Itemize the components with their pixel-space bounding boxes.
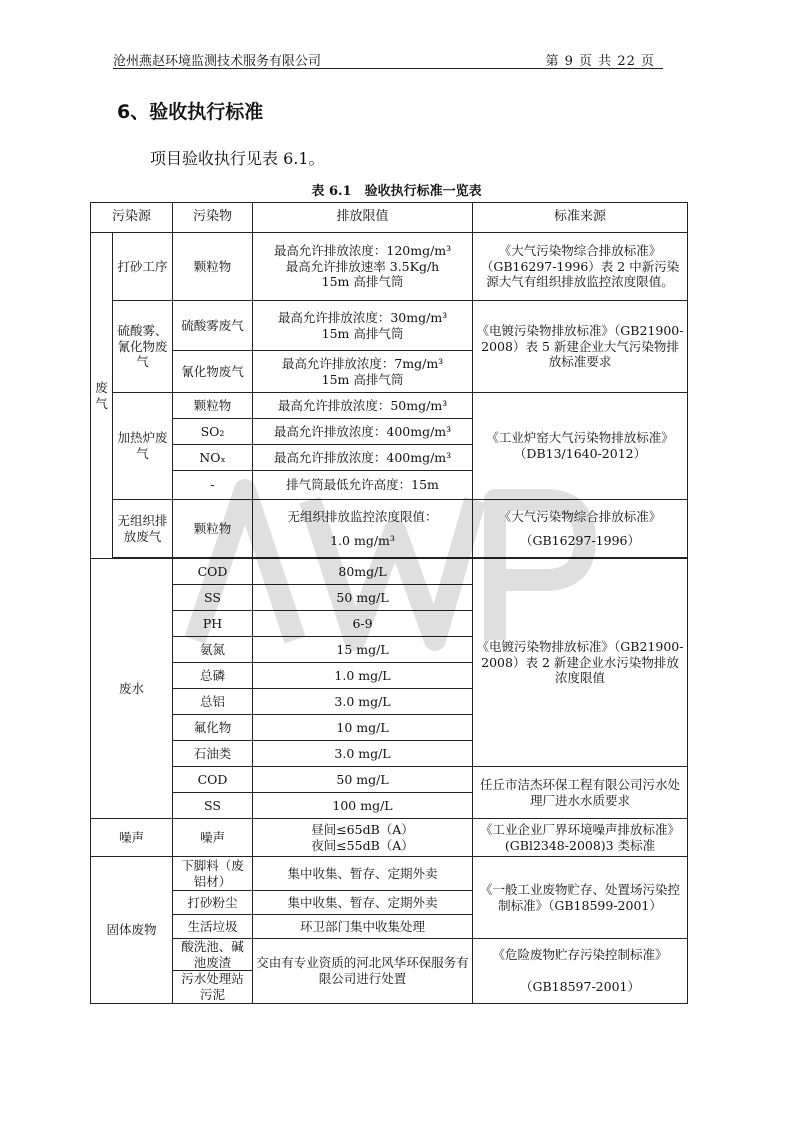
header-standard: 标准来源: [473, 203, 688, 233]
limit-cell: 15 mg/L: [253, 637, 473, 663]
pollutant-cell: COD: [173, 559, 253, 585]
pollutant-cell: 颗粒物: [173, 393, 253, 419]
source-furnace: 加热炉废气: [113, 393, 173, 500]
pollutant-cell: -: [173, 471, 253, 500]
pollutant-cell: 总磷: [173, 663, 253, 689]
standard-cell: [473, 939, 688, 1004]
standard-cell: 任丘市洁杰环保工程有限公司污水处理厂进水水质要求: [473, 767, 688, 819]
page-header: [113, 46, 663, 69]
pollutant-cell: NOₓ: [173, 445, 253, 471]
standard-line: （GB16297-1996）: [520, 532, 640, 548]
pollutant-cell: 酸洗池、碱池废渣: [173, 939, 253, 971]
limit-cell: [253, 819, 473, 857]
limit-cell: [253, 500, 473, 558]
table-row: [91, 393, 688, 419]
limit-cell: [253, 233, 473, 301]
limit-cell: 排气筒最低允许高度：15m: [253, 471, 473, 500]
source-fugitive: 无组织排放废气: [113, 500, 173, 558]
pollutant-cell: 氰化物废气: [173, 351, 253, 393]
limit-line: 15m 高排气筒: [321, 371, 404, 387]
pollutant-cell: 氨氮: [173, 637, 253, 663]
limit-line: 15m 高排气筒: [321, 274, 404, 290]
pollutant-cell: 颗粒物: [173, 233, 253, 301]
limit-cell: 6-9: [253, 611, 473, 637]
limit-cell: 最高允许排放浓度：400mg/m³: [253, 445, 473, 471]
pollutant-cell: 硫酸雾废气: [173, 301, 253, 351]
pollutant-cell: PH: [173, 611, 253, 637]
limit-cell: 50 mg/L: [253, 767, 473, 793]
header-source: 污染源: [91, 203, 173, 233]
source-acid-mist: 硫酸雾、氰化物废气: [113, 301, 173, 393]
limit-cell: 最高允许排放浓度：400mg/m³: [253, 419, 473, 445]
limit-cell: 10 mg/L: [253, 715, 473, 741]
table-row: [91, 559, 688, 585]
standard-cell: [473, 500, 688, 558]
limit-line: 最高允许排放速率 3.5Kg/h: [285, 258, 440, 274]
table-row: [91, 767, 688, 793]
limit-cell: [253, 301, 473, 351]
standard-line: （GB18597-2001）: [520, 978, 640, 994]
standard-cell: 《一般工业废物贮存、处置场污染控制标准》（GB18599-2001）: [473, 857, 688, 939]
header-pollutant: 污染物: [173, 203, 253, 233]
pollutant-cell: 下脚料（废铝材）: [173, 857, 253, 891]
company-name: 沧州燕赵环境监测技术服务有限公司: [113, 54, 322, 69]
pollutant-cell: 污水处理站污泥: [173, 971, 253, 1003]
table-row: [91, 857, 688, 891]
intro-paragraph: 项目验收执行见表 6.1。: [150, 149, 325, 168]
limit-cell: [253, 351, 473, 393]
standard-cell: 《工业企业厂界环境噪声排放标准》(GBl2348-2008)3 类标准: [473, 819, 688, 857]
disposal-cell: 交由有专业资质的河北风华环保服务有限公司进行处置: [253, 939, 473, 1004]
disposal-cell: 集中收集、暂存、定期外卖: [253, 891, 473, 915]
pollutant-cell: 生活垃圾: [173, 915, 253, 939]
pollutant-cell: 氟化物: [173, 715, 253, 741]
pollutant-cell: SS: [173, 585, 253, 611]
limit-cell: 100 mg/L: [253, 793, 473, 819]
limit-line: 最高允许排放浓度：120mg/m³: [273, 243, 452, 259]
limit-line: 1.0 mg/m³: [330, 532, 395, 548]
standard-cell: 《电镀污染物排放标准》（GB21900-2008）表 5 新建企业大气污染物排放标准要求: [473, 301, 688, 393]
limit-cell: 3.0 mg/L: [253, 689, 473, 715]
disposal-cell: 集中收集、暂存、定期外卖: [253, 857, 473, 891]
standard-line: 《大气污染物综合排放标准》: [498, 508, 662, 524]
table-header-row: [91, 203, 688, 233]
limit-cell: 3.0 mg/L: [253, 741, 473, 767]
pollutant-cell: 石油类: [173, 741, 253, 767]
page-number: 第 9 页 共 22 页: [545, 54, 655, 69]
standard-line: 《危险废物贮存污染控制标准》: [492, 947, 668, 963]
table-row: [91, 500, 688, 558]
standard-cell: 《电镀污染物排放标准》（GB21900-2008）表 2 新建企业水污染物排放浓度限值: [473, 559, 688, 767]
pollutant-cell: 噪声: [173, 819, 253, 857]
standard-cell: 《大气污染物综合排放标准》（GB16297-1996）表 2 中新污染源大气有组织排放监控浓度限值。: [473, 233, 688, 301]
standards-table: [90, 202, 688, 1004]
header-limit: 排放限值: [253, 203, 473, 233]
limit-line: 无组织排放监控浓度限值：: [287, 508, 438, 524]
pollutant-cell: SS: [173, 793, 253, 819]
pollutant-cell: 打砂粉尘: [173, 891, 253, 915]
limit-line: 最高允许排放浓度：30mg/m³: [277, 309, 448, 325]
limit-line: 最高允许排放浓度：7mg/m³: [281, 355, 444, 371]
group-waste-water: 废水: [91, 559, 173, 819]
table-row: [91, 301, 688, 351]
limit-line: 夜间≤55dB（A）: [311, 837, 414, 853]
group-solid-waste: 固体废物: [91, 857, 173, 1004]
table-row: [91, 819, 688, 857]
table-row: [91, 233, 688, 301]
limit-cell: 最高允许排放浓度：50mg/m³: [253, 393, 473, 419]
pollutant-cell: COD: [173, 767, 253, 793]
table-caption: 表 6.1 验收执行标准一览表: [311, 184, 482, 199]
pollutant-cell: 颗粒物: [173, 500, 253, 558]
table-row: [91, 939, 688, 971]
limit-cell: 50 mg/L: [253, 585, 473, 611]
pollutant-cell: 总铝: [173, 689, 253, 715]
standard-cell: 《工业炉窑大气污染物排放标准》（DB13/1640-2012）: [473, 393, 688, 500]
source-sanding: 打砂工序: [113, 233, 173, 301]
limit-line: 昼间≤65dB（A）: [311, 821, 414, 837]
group-noise: 噪声: [91, 819, 173, 857]
limit-cell: 1.0 mg/L: [253, 663, 473, 689]
limit-cell: 80mg/L: [253, 559, 473, 585]
limit-line: 15m 高排气筒: [321, 325, 404, 341]
group-waste-gas: 废气: [91, 233, 113, 559]
pollutant-cell: SO₂: [173, 419, 253, 445]
section-title: 6、验收执行标准: [117, 101, 264, 123]
disposal-cell: 环卫部门集中收集处理: [253, 915, 473, 939]
